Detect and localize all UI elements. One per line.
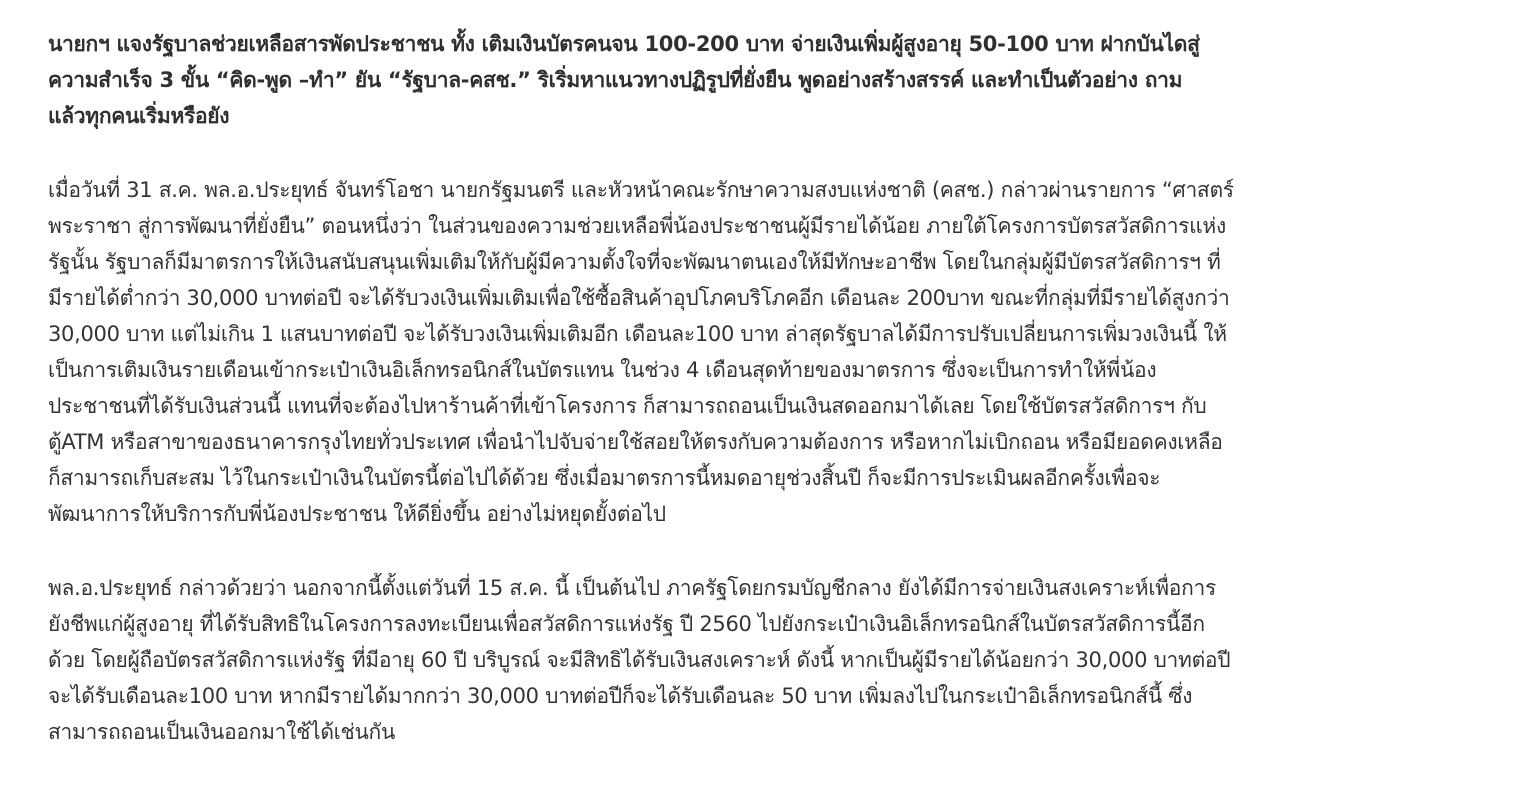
headline-line: นายกฯ แจงรัฐบาลช่วยเหลือสารพัดประชาชน ทั้ง เติมเงินบัตรคนจน 100-200 บาท จ่ายเงินเพิ่มผู้สูงอายุ 50-100 บาท ฝากบันไดสู่ [48,32,1200,56]
headline-line: ความสำเร็จ 3 ขั้น “คิด-พูด –ทำ” ยัน “รัฐบาล-คสช.” ริเริ่มหาแนวทางปฏิรูปที่ยั่งยืน พูดอย่างสร้างสรรค์ และทำเป็นตัวอย่าง ถาม [48,68,1183,92]
paragraph-line: พัฒนาการให้บริการกับพี่น้องประชาชน ให้ดียิ่งขึ้น อย่างไม่หยุดยั้งต่อไป [48,502,666,526]
paragraph-line: จะได้รับเดือนละ100 บาท หากมีรายได้มากกว่า 30,000 บาทต่อปีก็จะได้รับเดือนละ 50 บาท เพิ่มลงไปในกระเป๋าอิเล็กทรอนิกส์นี้ ซึ่ง [48,684,1193,708]
headline-line: แล้วทุกคนเริ่มหรือยัง [48,104,230,128]
article [48,26,1498,750]
paragraph-line: สามารถถอนเป็นเงินออกมาใช้ได้เช่นกัน [48,720,396,744]
paragraph-line: มีรายได้ต่ำกว่า 30,000 บาทต่อปี จะได้รับวงเงินเพิ่มเติมเพื่อใช้ซื้อสินค้าอุปโภคบริโภคอีก เดือนละ 200บาท ขณะที่กลุ่มที่มีรายได้สูงกว่า [48,286,1230,310]
paragraph-line: ยังชีพแก่ผู้สูงอายุ ที่ได้รับสิทธิในโครงการลงทะเบียนเพื่อสวัสดิการแห่งรัฐ ปี 2560 ไปยังกระเป๋าเงินอิเล็กทรอนิกส์ในบัตรสวัสดิการนี้อีก [48,612,1205,636]
paragraph-line: 30,000 บาท แต่ไม่เกิน 1 แสนบาทต่อปี จะได้รับวงเงินเพิ่มเติมอีก เดือนละ100 บาท ล่าสุดรัฐบาลได้มีการปรับเปลี่ยนการเพิ่มวงเงินนี้ ให้ [48,322,1227,346]
article-headline [48,26,1498,134]
paragraph-line: ก็สามารถเก็บสะสม ไว้ในกระเป๋าเงินในบัตรนี้ต่อไปได้ด้วย ซึ่งเมื่อมาตรการนี้หมดอายุช่วงสิ้นปี ก็จะมีการประเมินผลอีกครั้งเพื่อจะ [48,466,1161,490]
paragraph-line: ตู้ATM หรือสาขาของธนาคารกรุงไทยทั่วประเทศ เพื่อนำไปจับจ่ายใช้สอยให้ตรงกับความต้องการ หรือหากไม่เบิกถอน หรือมียอดคงเหลือ [48,430,1223,454]
paragraph-line: รัฐนั้น รัฐบาลก็มีมาตรการให้เงินสนับสนุนเพิ่มเติมให้กับผู้มีความตั้งใจที่จะพัฒนาตนเองให้มีทักษะอาชีพ โดยในกลุ่มผู้มีบัตรสวัสดิการฯ ที่ [48,250,1221,274]
paragraph-line: พล.อ.ประยุทธ์ กล่าวด้วยว่า นอกจากนี้ตั้งแต่วันที่ 15 ส.ค. นี้ เป็นต้นไป ภาครัฐโดยกรมบัญชีกลาง ยังได้มีการจ่ายเงินสงเคราะห์เพื่อการ [48,576,1216,600]
paragraph-line: เมื่อวันที่ 31 ส.ค. พล.อ.ประยุทธ์ จันทร์โอชา นายกรัฐมนตรี และหัวหน้าคณะรักษาความสงบแห่งชาติ (คสช.) กล่าวผ่านรายการ “ศาสตร์ [48,178,1234,202]
article-paragraph-1 [48,172,1498,532]
paragraph-line: ด้วย โดยผู้ถือบัตรสวัสดิการแห่งรัฐ ที่มีอายุ 60 ปี บริบูรณ์ จะมีสิทธิได้รับเงินสงเคราะห์ ดังนี้ หากเป็นผู้มีรายได้น้อยกว่า 30,000 บาทต่อปี [48,648,1231,672]
paragraph-line: พระราชา สู่การพัฒนาที่ยั่งยืน” ตอนหนึ่งว่า ในส่วนของความช่วยเหลือพี่น้องประชาชนผู้มีรายได้น้อย ภายใต้โครงการบัตรสวัสดิการแห่ง [48,214,1226,238]
paragraph-line: ประชาชนที่ได้รับเงินส่วนนี้ แทนที่จะต้องไปหาร้านค้าที่เข้าโครงการ ก็สามารถถอนเป็นเงินสดออกมาได้เลย โดยใช้บัตรสวัสดิการฯ กับ [48,394,1207,418]
article-paragraph-2 [48,570,1498,750]
paragraph-line: เป็นการเติมเงินรายเดือนเข้ากระเป๋าเงินอิเล็กทรอนิกส์ในบัตรแทน ในช่วง 4 เดือนสุดท้ายของมาตรการ ซึ่งจะเป็นการทำให้พี่น้อง [48,358,1157,382]
